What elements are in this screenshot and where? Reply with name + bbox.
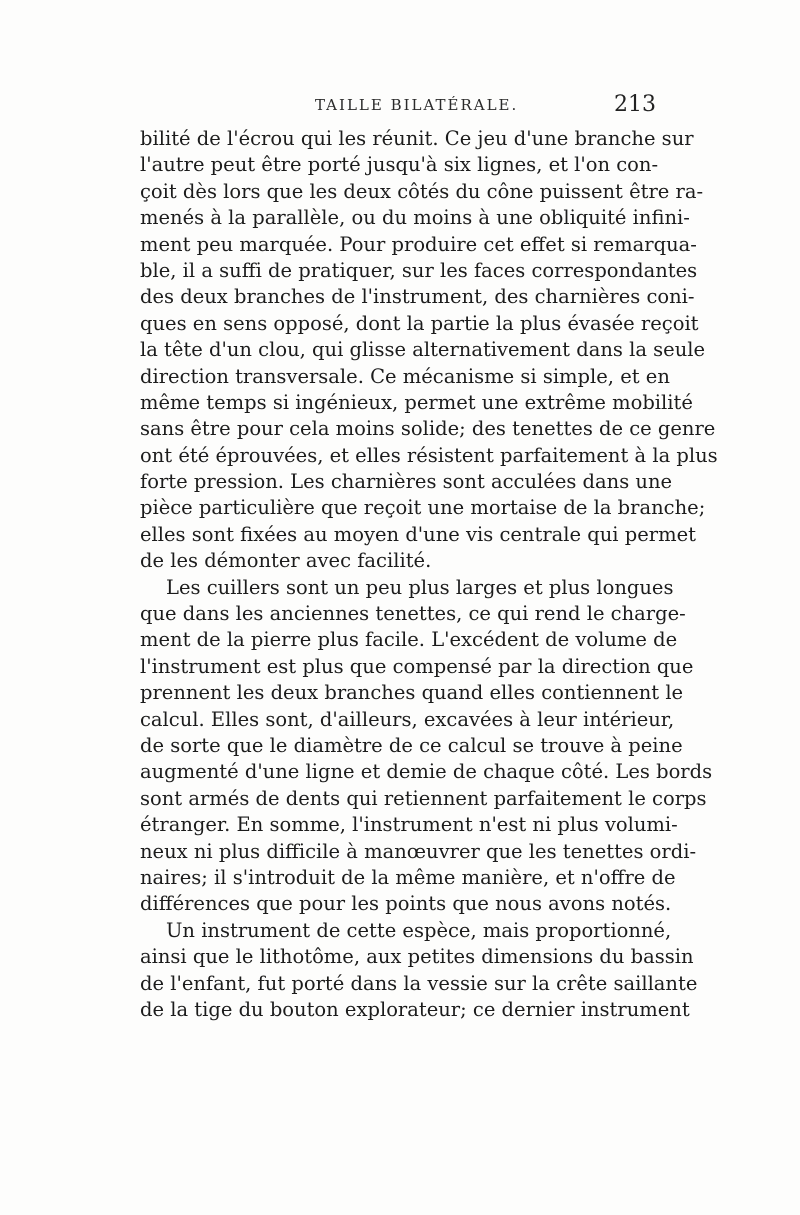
page-number: 213: [614, 92, 656, 117]
text-line: prennent les deux branches quand elles contiennent le: [140, 681, 684, 705]
text-line: de sorte que le diamètre de ce calcul se trouve à peine: [140, 733, 683, 757]
text-line: augmenté d'une ligne et demie de chaque côté. Les bords: [140, 760, 713, 784]
text-line: ment peu marquée. Pour produire cet effet si remarqua-: [140, 232, 697, 256]
text-line: neux ni plus difficile à manœuvrer que les tenettes ordi-: [140, 839, 697, 863]
paragraph-end-line: différences que pour les points que nous avons notés.: [140, 892, 672, 916]
text-line: naires; il s'introduit de la même manière, et n'offre de: [140, 865, 676, 889]
text-line: çoit dès lors que les deux côtés du cône puissent être ra-: [140, 179, 704, 203]
text-line: ont été éprouvées, et elles résistent parfaitement à la plus: [140, 443, 718, 467]
text-line: des deux branches de l'instrument, des charnières coni-: [140, 285, 695, 309]
text-line: ques en sens opposé, dont la partie la plus évasée reçoit: [140, 311, 699, 335]
body-text: [140, 126, 718, 1023]
text-line: calcul. Elles sont, d'ailleurs, excavées à leur intérieur,: [140, 707, 675, 731]
text-line: étranger. En somme, l'instrument n'est ni plus volumi-: [140, 813, 678, 837]
text-line: l'autre peut être porté jusqu'à six lignes, et l'on con-: [140, 153, 659, 177]
text-line: bilité de l'écrou qui les réunit. Ce jeu d'une branche sur: [140, 127, 694, 150]
running-title: TAILLE BILATÉRALE.: [315, 96, 519, 114]
text-line: de la tige du bouton explorateur; ce dernier instrument: [140, 997, 690, 1021]
text-line: sans être pour cela moins solide; des tenettes de ce genre: [140, 417, 716, 441]
text-line: ment de la pierre plus facile. L'excédent de volume de: [140, 628, 678, 652]
text-line: l'instrument est plus que compensé par la direction que: [140, 654, 694, 678]
text-line: que dans les anciennes tenettes, ce qui rend le charge-: [140, 602, 686, 626]
text-line: même temps si ingénieux, permet une extrême mobilité: [140, 390, 693, 414]
text-line: menés à la parallèle, ou du moins à une obliquité infini-: [140, 206, 690, 230]
paragraph-start-line: Les cuillers sont un peu plus larges et plus longues: [166, 575, 674, 599]
text-line: forte pression. Les charnières sont acculées dans une: [140, 470, 673, 494]
text-line: elles sont fixées au moyen d'une vis centrale qui permet: [140, 522, 696, 546]
text-line: de l'enfant, fut porté dans la vessie sur la crête saillante: [140, 971, 698, 995]
running-head: [140, 92, 656, 126]
paragraph-start-line: Un instrument de cette espèce, mais proportionné,: [166, 918, 672, 942]
text-line: direction transversale. Ce mécanisme si simple, et en: [140, 364, 670, 388]
paragraph-end-line: de les démonter avec facilité.: [140, 549, 432, 573]
text-line: la tête d'un clou, qui glisse alternativement dans la seule: [140, 338, 706, 362]
text-line: ble, il a suffi de pratiquer, sur les faces correspondantes: [140, 258, 698, 282]
text-line: pièce particulière que reçoit une mortaise de la branche;: [140, 496, 706, 520]
text-line: sont armés de dents qui retiennent parfaitement le corps: [140, 786, 707, 810]
text-line: ainsi que le lithotôme, aux petites dimensions du bassin: [140, 945, 694, 969]
